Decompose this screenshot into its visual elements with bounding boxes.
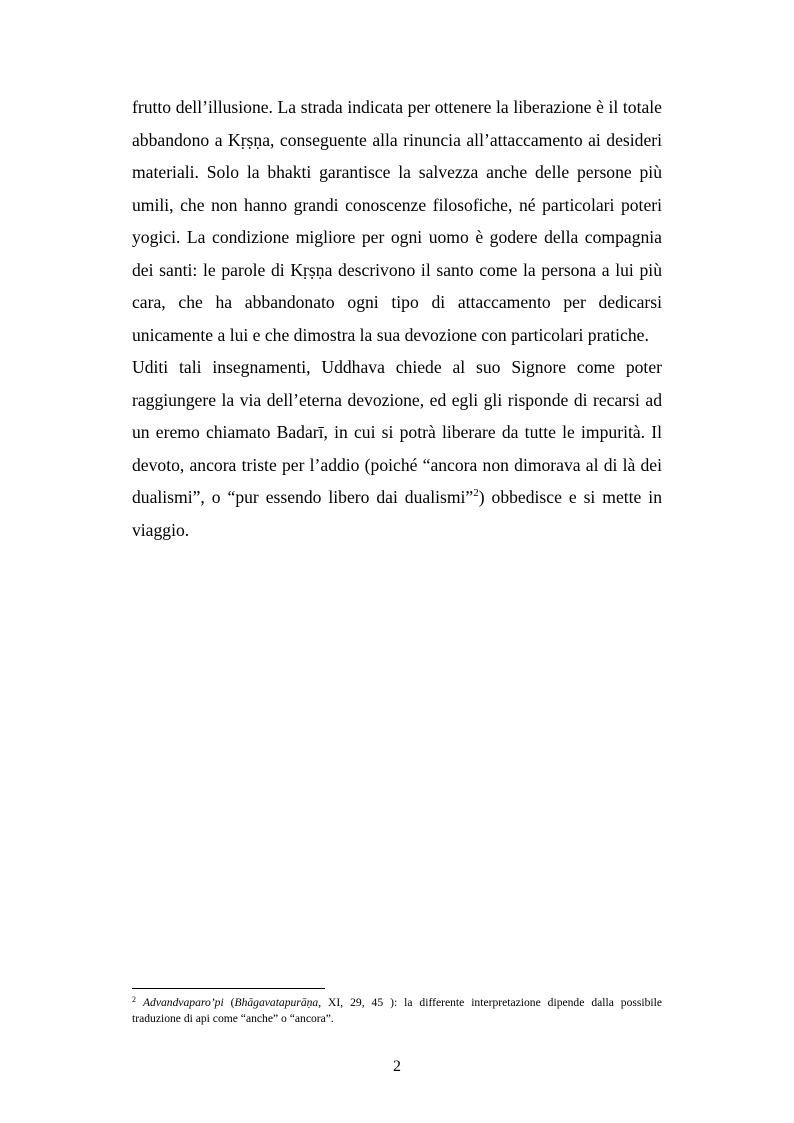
paragraph-1: frutto dell’illusione. La strada indicata per ottenere la liberazione è il totale abbandono a Kṛṣṇa, conseguente alla rinuncia all’attaccamento ai desideri materiali. Solo la bhakti garantisce la salvezza anche delle persone più umili, che non hanno grandi conoscenze filosofiche, né particolari poteri yogici. La condizione migliore per ogni uomo è godere della compagnia dei santi: le parole di Kṛṣṇa descrivono il santo come la persona a lui più cara, che ha abbandonato ogni tipo di attaccamento per dedicarsi unicamente a lui e che dimostra la sua devozione con particolari pratiche. xyxy=(132,97,662,345)
footnote-title: Advandvaparo’pi xyxy=(142,996,224,1009)
footnote xyxy=(132,995,662,1027)
footnote-separator xyxy=(132,988,325,989)
paragraph-2 xyxy=(132,351,662,546)
page-number: 2 xyxy=(393,1058,401,1075)
footnote-source: Bhāgavatapurāṇa xyxy=(234,996,319,1009)
body-text xyxy=(132,91,662,546)
footnote-number: 2 xyxy=(132,995,136,1004)
paragraph-2-tail: ) obbedisce e si mette in viaggio. xyxy=(132,487,662,540)
footnote-paren: ( xyxy=(223,996,235,1009)
footnote-reference[interactable]: 2 xyxy=(473,487,479,499)
paragraph-2-text: Uditi tali insegnamenti, Uddhava chiede al suo Signore come poter raggiungere la via dell’eterna devozione, ed egli gli risponde di recarsi ad un eremo chiamato Badarī, in cui si potrà liberare da tutte le impurità. Il devoto, ancora triste per l’addio (poiché “ancora non dimorava al di là dei dualismi”, o “pur essendo libero dai dualismi” xyxy=(132,357,662,507)
footnote-text: , XI, 29, 45 ): la differente interpretazione dipende dalla possibile traduzione di api come “anche” o “ancora”. xyxy=(132,996,663,1025)
